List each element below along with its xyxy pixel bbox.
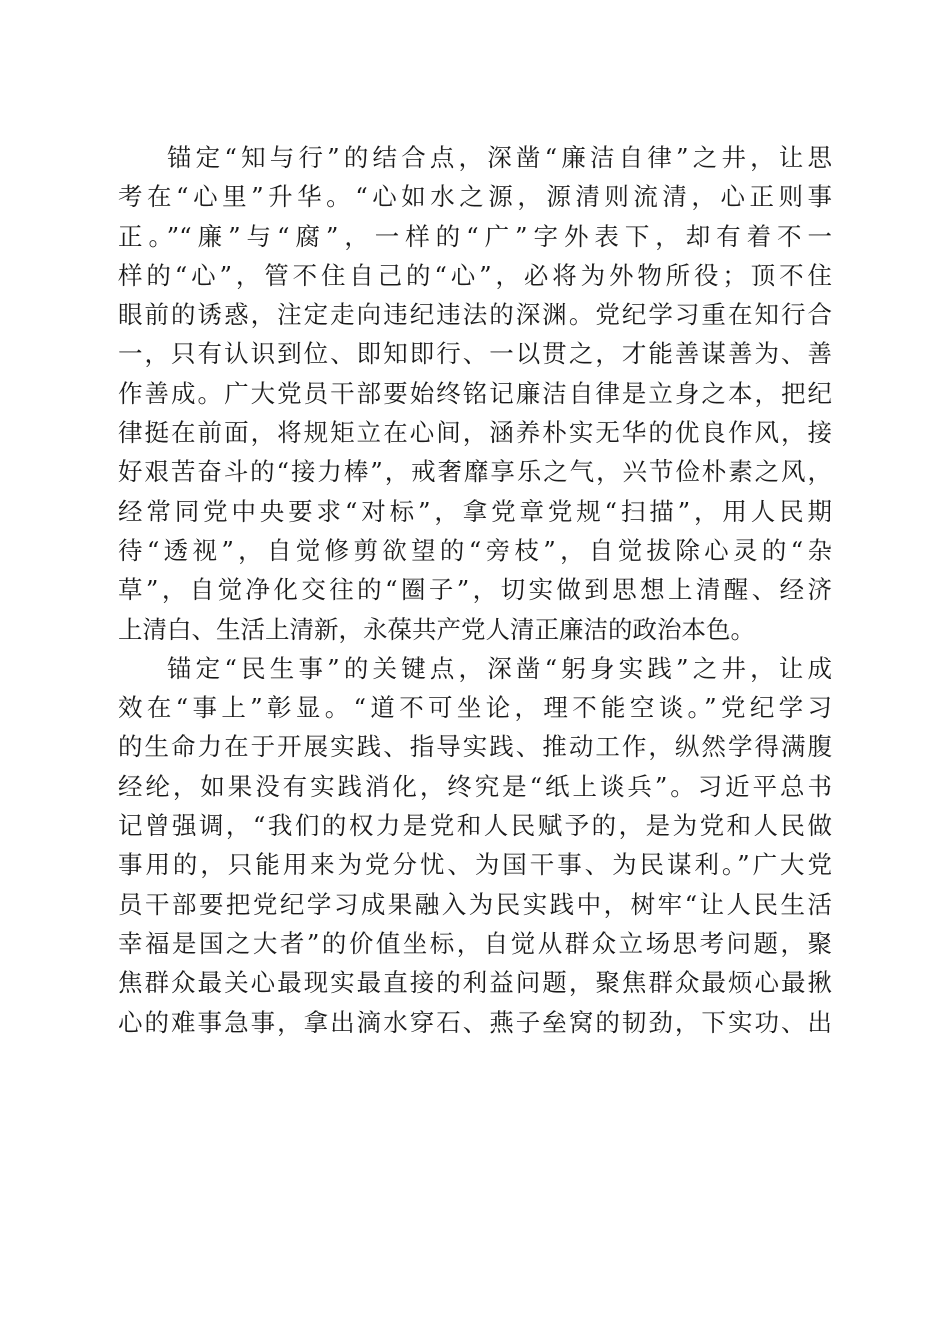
text-line: 记曾强调，“我们的权力是党和人民赋予的，是为党和人民做: [118, 811, 832, 841]
text-line: 眼前的诱惑，注定走向违纪违法的深渊。党纪学习重在知行合: [118, 300, 832, 330]
paragraph-integrity: [118, 138, 832, 649]
text-line: 上清白、生活上清新，永葆共产党人清正廉洁的政治本色。: [118, 614, 755, 644]
text-line: 事用的，只能用来为党分忧、为国干事、为民谋利。”广大党: [118, 850, 832, 880]
text-line: 心的难事急事，拿出滴水穿石、燕子垒窝的韧劲，下实功、出: [118, 1007, 832, 1037]
text-line: 作善成。广大党员干部要始终铭记廉洁自律是立身之本，把纪: [118, 378, 832, 408]
text-line: 律挺在前面，将规矩立在心间，涵养朴实无华的优良作风，接: [118, 418, 832, 448]
text-line: 一，只有认识到位、即知即行、一以贯之，才能善谋善为、善: [118, 339, 832, 369]
paragraph-practice: [118, 649, 832, 1042]
text-line: 经纶，如果没有实践消化，终究是“纸上谈兵”。习近平总书: [118, 771, 832, 801]
text-line: 待“透视”，自觉修剪欲望的“旁枝”，自觉拔除心灵的“杂: [118, 535, 832, 565]
text-line: 经常同党中央要求“对标”，拿党章党规“扫描”，用人民期: [118, 496, 832, 526]
text-line: 考在“心里”升华。“心如水之源，源清则流清，心正则事: [118, 182, 832, 212]
text-line: 锚定“知与行”的结合点，深凿“廉洁自律”之井，让思: [167, 143, 832, 172]
text-line: 好艰苦奋斗的“接力棒”，戒奢靡享乐之气，兴节俭朴素之风，: [118, 457, 832, 487]
text-line: 焦群众最关心最现实最直接的利益问题，聚焦群众最烦心最揪: [118, 968, 832, 998]
text-line: 锚定“民生事”的关键点，深凿“躬身实践”之井，让成: [167, 653, 832, 683]
text-line: 效在“事上”彰显。“道不可坐论，理不能空谈。”党纪学习: [118, 693, 832, 723]
text-line: 样的“心”，管不住自己的“心”，必将为外物所役；顶不住: [118, 260, 832, 290]
text-line: 幸福是国之大者”的价值坐标，自觉从群众立场思考问题，聚: [118, 928, 832, 958]
text-line: 正。”“廉”与“腐”，一样的“广”字外表下，却有着不一: [118, 221, 832, 251]
text-line: 草”，自觉净化交往的“圈子”，切实做到思想上清醒、经济: [118, 575, 832, 605]
text-line: 的生命力在于开展实践、指导实践、推动工作，纵然学得满腹: [118, 732, 832, 762]
text-line: 员干部要把党纪学习成果融入为民实践中，树牢“让人民生活: [118, 889, 832, 919]
document-body: [118, 138, 832, 1042]
